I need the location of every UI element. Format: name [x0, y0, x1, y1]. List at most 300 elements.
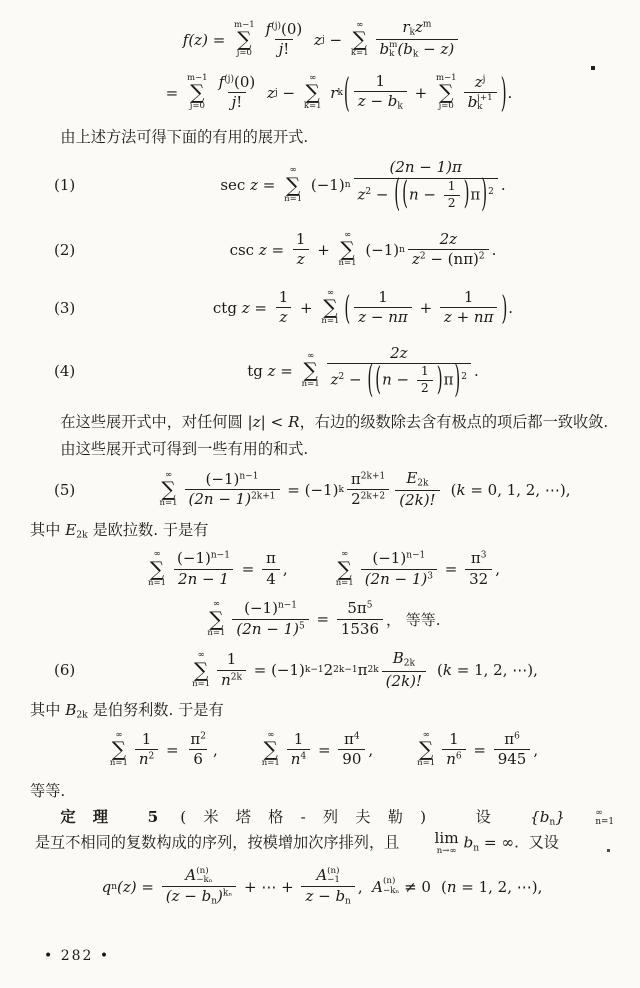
superscript: m — [422, 19, 432, 30]
limit-stack — [404, 828, 459, 856]
sigma-symbol: ∑ — [305, 80, 320, 105]
numerator — [223, 650, 241, 670]
superscript: n — [399, 244, 405, 255]
math-text: n — [290, 750, 301, 769]
math-text: (2n − 1) — [188, 490, 252, 509]
math-text: tg — [247, 361, 268, 380]
math-text: E — [65, 520, 77, 539]
numerator — [262, 20, 307, 40]
equation-main-line1 — [30, 18, 614, 62]
sum-lower-limit: k=1 — [350, 48, 369, 59]
math-text: r — [325, 83, 338, 102]
math-text: f(z) = — [182, 30, 231, 49]
math-text: ! — [283, 40, 290, 59]
math-text: π — [344, 729, 354, 748]
math-text: + — [414, 298, 437, 317]
math-text: 1 — [278, 287, 289, 306]
math-text: n — [446, 878, 457, 897]
fraction — [185, 470, 280, 510]
math-text: 1 — [447, 178, 456, 193]
equation-label: (3) — [54, 298, 76, 317]
math-text: (−1) — [205, 469, 240, 488]
math-text: (−1) — [372, 549, 407, 568]
math-text: . — [508, 298, 514, 317]
equation-body — [112, 469, 614, 511]
math-text: = (−1) — [248, 661, 305, 680]
superscript: 2k+1 — [251, 492, 276, 502]
math-text: = — [236, 560, 260, 579]
superscript: j — [482, 74, 486, 85]
stretch-paren: ) — [454, 356, 461, 402]
math-text: n − — [408, 185, 441, 204]
denominator — [354, 91, 407, 113]
sigma-symbol: ∑ — [193, 657, 209, 682]
sum-upper-limit: ∞ — [309, 72, 317, 83]
math-text: | — [247, 413, 253, 432]
sum-upper-limit: ∞ — [307, 350, 315, 361]
math-text: π — [443, 370, 454, 389]
equation-sums-row2 — [30, 599, 614, 639]
sum-upper-limit: ∞ — [212, 599, 220, 610]
sum-lower-limit: n=1 — [321, 316, 340, 327]
math-text: z — [414, 18, 423, 36]
math-text: z — [267, 361, 276, 380]
numerator — [347, 470, 389, 490]
fraction — [417, 364, 433, 397]
numerator — [372, 72, 390, 92]
fraction — [382, 649, 426, 691]
math-text: } — [555, 808, 565, 827]
sub-part: −kₙ — [196, 875, 213, 886]
equation-3 — [30, 288, 614, 328]
superscript: 2 — [419, 252, 426, 262]
equation-2 — [30, 230, 614, 270]
fraction — [275, 288, 293, 328]
superscript: n−1 — [277, 600, 298, 611]
fraction — [337, 599, 383, 639]
denominator — [337, 619, 383, 640]
math-text: + ⋯ + — [239, 878, 299, 897]
math-text: z — [252, 413, 261, 432]
numerator — [402, 469, 432, 490]
equation-body — [112, 288, 614, 328]
denominator — [301, 886, 354, 908]
math-text: − z) — [418, 40, 455, 59]
numerator — [368, 549, 429, 569]
math-text: + — [295, 298, 318, 317]
math-text: B — [65, 701, 77, 720]
math-text: 4 — [266, 569, 276, 588]
math-text: , — [282, 560, 288, 579]
stretch-paren: ( — [394, 170, 401, 216]
sum-lower-limit: k=1 — [303, 101, 322, 112]
fraction — [327, 343, 471, 402]
numerator — [374, 288, 392, 308]
sum-upper-limit: ∞ — [343, 230, 352, 241]
sum-upper-limit: m−1 — [435, 72, 457, 83]
summation — [192, 651, 210, 689]
math-text: z — [262, 83, 275, 102]
fraction — [464, 73, 497, 113]
math-text: = (−1) — [282, 480, 339, 499]
superscript: 3 — [480, 550, 487, 561]
sigma-symbol: ∑ — [209, 606, 224, 631]
superscript: 2 — [200, 731, 206, 742]
math-text: = — [440, 560, 463, 579]
equation-1 — [30, 158, 614, 216]
equation-label: (5) — [54, 480, 76, 499]
math-text: 在这些展开式中，对任何圆 — [60, 413, 248, 432]
numerator — [181, 866, 216, 886]
math-text: . — [491, 240, 497, 259]
stretch-paren: ) — [481, 170, 488, 216]
math-text: = — [311, 610, 334, 629]
math-text: π — [357, 661, 368, 680]
math-text: = — [275, 361, 298, 380]
math-text: (2n − 1) — [236, 619, 299, 638]
fraction — [135, 730, 158, 770]
superscript: 2 — [478, 252, 485, 262]
math-text: = — [313, 740, 336, 759]
superscript: 2 — [488, 187, 494, 198]
scan-speck — [591, 66, 595, 70]
math-text: (z − b — [165, 886, 212, 905]
sum-lower-limit: n=1 — [192, 678, 211, 689]
sigma-symbol: ∑ — [337, 556, 352, 581]
sub-part: n=1 — [595, 817, 614, 828]
fraction — [361, 549, 437, 589]
math-text: (−1) — [306, 176, 345, 195]
summation — [321, 289, 339, 327]
math-text: 1 — [226, 650, 237, 669]
subscript: 2k — [417, 478, 429, 489]
math-text: π — [504, 729, 515, 748]
math-text: (2k)! — [399, 491, 436, 510]
math-text: f — [265, 19, 272, 38]
superscript: 2 — [338, 372, 345, 383]
equation-sums-row3 — [30, 730, 614, 770]
math-text: = — [165, 83, 183, 102]
sum-lower-limit: n=1 — [338, 258, 357, 269]
equation-label: (6) — [54, 661, 76, 680]
math-text: 90 — [342, 750, 362, 769]
sum-lower-limit: n=1 — [301, 379, 320, 390]
math-text: = — [468, 740, 491, 759]
fraction — [262, 549, 280, 589]
math-text: (米塔格-列夫勒) 设 — [158, 808, 531, 827]
fraction — [301, 866, 354, 908]
sum-upper-limit: ∞ — [422, 729, 430, 740]
sigma-symbol: ∑ — [263, 737, 278, 762]
sum-upper-limit: ∞ — [341, 549, 349, 560]
math-text: z — [411, 250, 420, 269]
subscript: n — [549, 818, 556, 829]
superscript: 2k — [367, 665, 379, 676]
denominator — [347, 489, 389, 510]
subscript: k — [412, 50, 419, 61]
fraction — [215, 73, 260, 113]
sub-part: −1 — [327, 875, 340, 886]
fraction — [395, 469, 439, 511]
sum-upper-limit: m−1 — [187, 72, 208, 83]
denominator — [185, 489, 280, 510]
math-text: (−1) — [244, 599, 278, 618]
sum-lower-limit: n=1 — [207, 627, 226, 638]
math-text: . — [500, 176, 506, 195]
superscript: n−1 — [406, 550, 426, 561]
denominator — [189, 749, 207, 770]
denominator — [464, 92, 497, 113]
math-text: = 0, 1, 2, ⋯), — [465, 480, 571, 499]
paragraph-etc — [30, 780, 614, 803]
math-text: ， — [386, 610, 402, 629]
math-text: , — [495, 560, 500, 579]
numerator — [292, 230, 310, 250]
summation — [336, 550, 354, 588]
math-text: (2k)! — [385, 671, 423, 690]
equation-main-line2 — [30, 69, 614, 117]
superscript: j — [321, 34, 325, 45]
math-text: , — [212, 740, 218, 759]
superscript: 2k+1 — [360, 471, 386, 482]
denominator — [354, 170, 498, 216]
math-text: z + nπ — [443, 308, 494, 327]
fraction — [376, 18, 459, 62]
denominator — [408, 249, 489, 270]
math-text: q — [101, 878, 112, 897]
fraction — [162, 866, 236, 908]
math-text: n − — [382, 370, 414, 389]
math-text: b — [467, 93, 478, 112]
sum-upper-limit: ∞ — [356, 20, 364, 31]
fraction — [232, 599, 308, 639]
math-text: n — [446, 750, 456, 769]
math-text: 由这些展开式可得到一些有用的和式. — [60, 440, 309, 459]
sum-upper-limit: ∞ — [197, 650, 205, 661]
subscript: n — [111, 882, 118, 893]
superscript: 2 — [365, 187, 372, 198]
sup-part: (n) — [327, 865, 340, 876]
math-text: b — [379, 40, 390, 59]
denominator — [174, 569, 233, 590]
superscript: 5 — [366, 600, 373, 611]
numerator — [386, 344, 411, 364]
denominator — [382, 671, 426, 692]
math-text: 5π — [347, 599, 367, 618]
math-text: ( — [440, 878, 447, 897]
math-text: z — [357, 185, 366, 204]
superscript: 2k+2 — [360, 492, 386, 502]
numerator — [500, 730, 524, 750]
math-text: { — [530, 808, 540, 827]
math-text: π — [266, 549, 276, 568]
math-text: = — [266, 240, 289, 259]
math-text: (2n − 1)π — [389, 158, 462, 177]
math-text: = 1, 2, ⋯), — [456, 878, 543, 897]
sigma-symbol: ∑ — [161, 477, 176, 502]
fraction — [287, 730, 310, 770]
superscript: 4 — [300, 751, 307, 762]
math-text: π — [350, 469, 361, 488]
math-text: < — [265, 413, 289, 432]
scan-speck — [607, 849, 610, 852]
summation — [148, 550, 166, 588]
subscript: 2k — [76, 530, 88, 541]
math-text: A — [185, 866, 197, 885]
math-text: z — [241, 298, 250, 317]
math-text: 是欧拉数. 于是有 — [87, 520, 209, 539]
equation-qn — [30, 866, 614, 908]
superscript: n — [344, 180, 351, 191]
stretch-paren: ( — [344, 288, 351, 328]
numerator — [290, 730, 308, 750]
math-text: 1 — [295, 229, 306, 248]
superscript: 2 — [148, 751, 155, 762]
denominator — [262, 569, 280, 590]
math-text: n — [221, 670, 231, 689]
math-text: (0) — [233, 72, 256, 91]
denominator — [442, 749, 465, 770]
math-text: 其中 — [30, 701, 66, 720]
sum-lower-limit: n=1 — [284, 193, 303, 204]
math-text: ) — [217, 886, 223, 905]
math-text: sec — [220, 176, 251, 195]
fraction — [354, 158, 498, 216]
math-text: z − nπ — [358, 308, 408, 327]
denominator — [417, 380, 433, 397]
fraction — [217, 650, 246, 690]
subscript: 2k — [403, 658, 415, 669]
equation-6 — [30, 649, 614, 691]
math-text: (z) = — [117, 878, 159, 897]
summation — [207, 600, 225, 638]
math-text: 1 — [449, 729, 459, 748]
equation-body — [112, 158, 614, 216]
equation-label: (1) — [54, 176, 76, 195]
sum-lower-limit: j=0 — [438, 101, 454, 112]
stretch-paren: ( — [375, 360, 382, 398]
subscript: k — [337, 87, 343, 98]
math-text: csc — [229, 240, 259, 259]
equation-sums-row1 — [30, 549, 614, 589]
subscript: n — [345, 896, 351, 907]
math-text: π — [470, 549, 481, 568]
math-text: = — [161, 740, 184, 759]
superscript: 2 — [461, 372, 468, 383]
limit-subscript: n→∞ — [436, 845, 457, 856]
subscript: k — [409, 27, 415, 38]
numerator — [467, 549, 491, 569]
math-text: z − b — [305, 886, 346, 905]
math-text: n — [138, 750, 149, 769]
math-text: 是互不相同的复数构成的序列，按模增加次序排列，且 — [30, 833, 405, 852]
paragraph-euler — [30, 519, 614, 543]
math-text: A — [316, 866, 328, 885]
math-text: . — [507, 83, 513, 102]
denominator — [287, 749, 310, 770]
math-text: E — [406, 468, 418, 487]
equation-body — [112, 343, 614, 402]
sigma-symbol: ∑ — [237, 27, 252, 52]
subscript: n — [473, 843, 480, 854]
math-text: − — [277, 83, 300, 102]
math-text: ( — [437, 661, 443, 680]
superscript: (j) — [271, 21, 282, 32]
math-text: A — [372, 878, 383, 897]
sigma-symbol: ∑ — [190, 80, 205, 105]
denominator — [361, 569, 437, 590]
denominator — [228, 92, 247, 113]
math-text: 其中 — [30, 520, 66, 539]
math-text: 是伯努利数. 于是有 — [87, 701, 224, 720]
denominator — [444, 195, 460, 212]
math-text: − — [344, 370, 367, 389]
math-text: ( — [450, 480, 457, 499]
math-text: − (nπ) — [425, 250, 479, 269]
math-text: (0) — [281, 19, 303, 38]
fraction — [444, 179, 460, 212]
math-text: 2 — [351, 490, 361, 509]
stretch-paren: ( — [402, 174, 408, 213]
math-text: − — [324, 30, 347, 49]
sum-lower-limit: n=1 — [335, 577, 354, 588]
sum-upper-limit: ∞ — [326, 288, 334, 299]
paragraph-theorem-5 — [30, 806, 614, 856]
sum-upper-limit: ∞ — [289, 165, 297, 176]
sum-lower-limit: n=1 — [261, 758, 280, 769]
denominator — [465, 569, 492, 590]
stretch-paren: ( — [367, 356, 374, 402]
page-number: • 282 • — [44, 948, 111, 964]
math-text: k — [456, 480, 466, 499]
math-text: π — [190, 729, 201, 748]
sup-part: m — [389, 39, 398, 50]
fraction — [465, 549, 492, 589]
numerator — [138, 730, 156, 750]
numerator — [343, 599, 376, 619]
math-text: = — [249, 298, 272, 317]
numerator — [186, 730, 210, 750]
summation — [262, 731, 280, 769]
math-text: ≠ 0 — [399, 878, 431, 897]
math-text: (−1) — [360, 240, 400, 259]
summation — [110, 731, 128, 769]
sup-part: j+1 — [477, 92, 493, 103]
math-text: = — [257, 176, 281, 195]
paragraph-convergence — [30, 411, 614, 434]
numerator — [340, 730, 364, 750]
fraction — [442, 730, 465, 770]
fraction — [347, 470, 389, 510]
sigma-symbol: ∑ — [303, 358, 318, 383]
math-text: z − b — [357, 92, 398, 111]
equation-label: (2) — [54, 240, 76, 259]
sum-upper-limit: ∞ — [153, 549, 161, 560]
numerator — [312, 866, 344, 886]
numerator — [398, 18, 435, 39]
superscript: j — [274, 87, 278, 98]
denominator — [293, 249, 309, 270]
fraction — [494, 730, 531, 770]
summation — [339, 231, 357, 269]
math-text: 2z — [390, 343, 408, 362]
math-text: 2n − 1 — [178, 569, 229, 588]
math-text: f — [218, 72, 225, 91]
denominator — [354, 307, 412, 328]
fraction — [186, 730, 210, 770]
equation-body — [112, 649, 614, 691]
sup-sub-stack — [196, 867, 212, 886]
